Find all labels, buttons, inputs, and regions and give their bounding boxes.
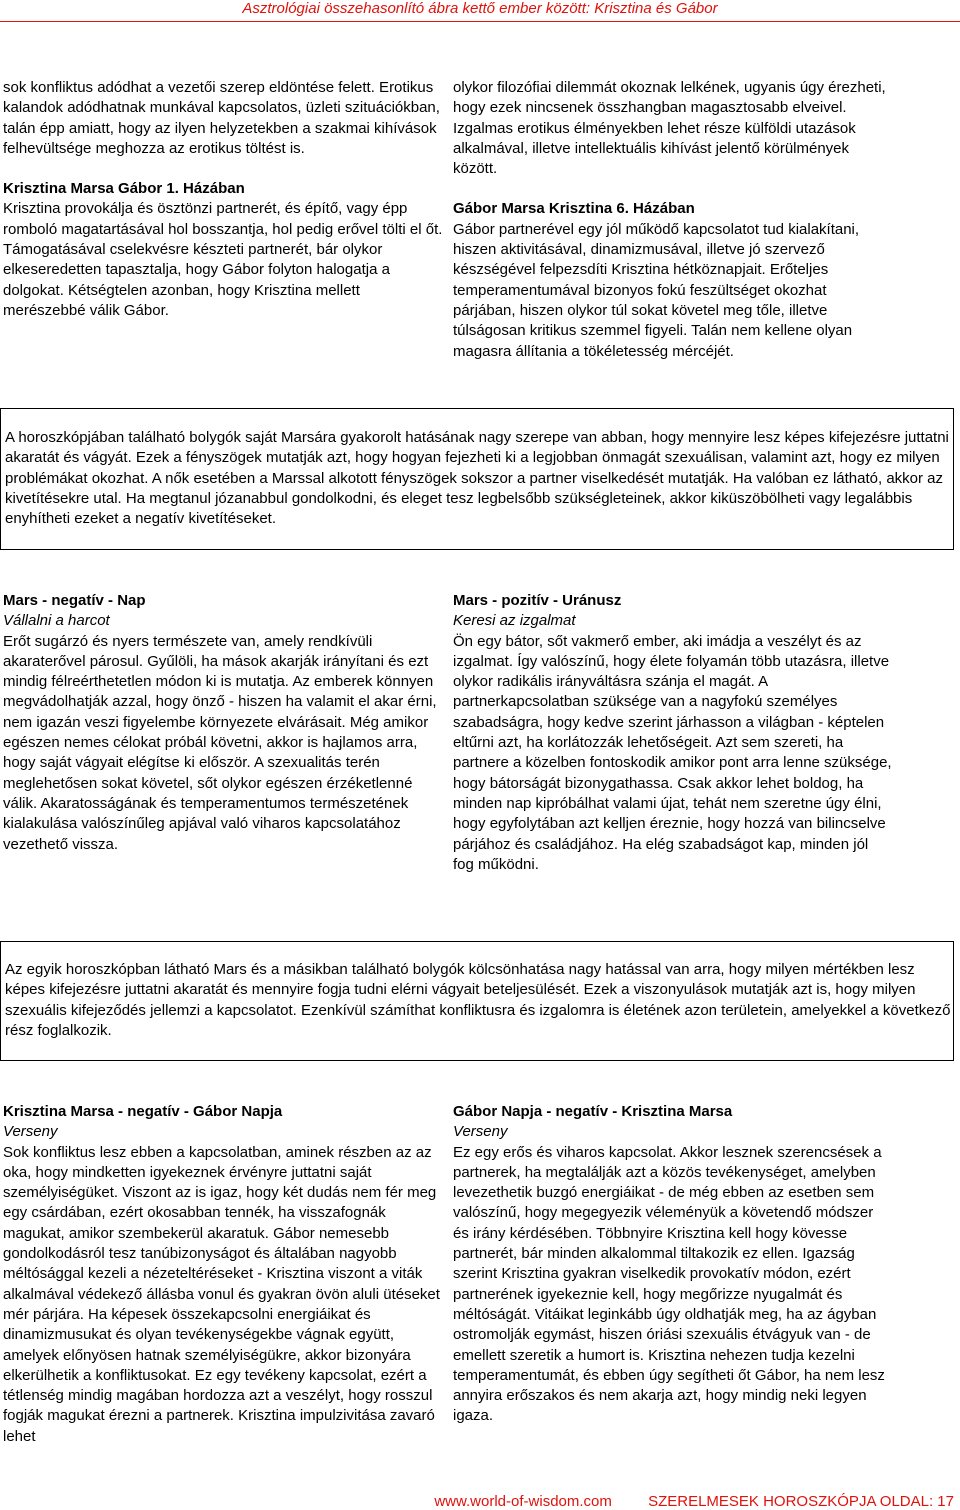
section3-right-column: [453, 1102, 893, 1427]
section3-right-title: Gábor Napja - negatív - Krisztina Marsa: [453, 1103, 733, 1120]
header-divider: [0, 21, 960, 22]
section2-left-subtitle: Vállalni a harcot: [3, 612, 110, 630]
section1-right-column: [453, 78, 893, 362]
section2-right-column: [453, 591, 893, 875]
footer-page-label: SZERELMESEK HOROSZKÓPJA OLDAL: 17: [648, 1493, 954, 1510]
section2-left-column: [3, 591, 443, 855]
info-box-2: [0, 941, 954, 1061]
header-title: Asztrológiai összehasonlító ábra kettő ember között: Krisztina és Gábor: [242, 0, 718, 17]
section2-right-subtitle: Keresi az izgalmat: [453, 612, 576, 630]
section2-right-body: Ön egy bátor, sőt vakmerő ember, aki imádja a veszélyt és az izgalmat. Így valószínű, hogy élete folyamán több utazásra, illetve olykor radikális irányváltásra szánja el magát. A partnerkapcsolatban szüksége van a nagyfokú személyes szabadságra, hogy kedve szerint járhasson a világban - képtelen eltűrni azt, ha korlátozzák lehetőségeit. Azt sem szereti, ha partnere a közelben fontoskodik amikor pont arra lenne szüksége, hogy bátorságát bizonygathassa. Csak akkor lehet boldog, ha minden nap kipróbálhat valami újat, tehát nem szeretne úgy élni, hogy egyfolytában azt kelljen éreznie, hogy hozzá van bilincselve párjához és családjához. Ha elég szabadságot kap, minden jól fog működni.: [453, 632, 892, 873]
section3-left-subtitle: Verseny: [3, 1123, 58, 1141]
page-footer: [434, 1494, 954, 1510]
section1-left-column: [3, 78, 443, 321]
section3-left-body: Sok konfliktus lesz ebben a kapcsolatban, aminek részben az az oka, hogy mindketten igyekeznek érvényre juttatni saját személyiségüket. Viszont az is igaz, hogy két dudás nem fér meg egy csárdában, ezért okosabban tennék, ha visszafognák magukat, amikor szembekerül akaratuk. Gábor nemesebb gondolkodásról tesz tanúbizonyságot és általában nagyobb méltósággal kezeli a nézeteltéréseket - Krisztina viszont a viták alkalmával védekező állásba vonul és gyakran övön aluli ütéseket mér párjára. Ha képesek összekapcsolni energiáikat és dinamizmusukat és olyan tevékenységekbe vágnak együtt, amelyek előnyösen hatnak személyiségükre, akkor bizonyára elkerülhetik a konfliktusokat. Ez egy tevékeny kapcsolat, ezért a tétlenség mindig magában hordozza azt a veszélyt, hogy rosszul fogják magukat érezni a partnerek. Krisztina impulzivitása zavaró lehet: [3, 1143, 440, 1445]
section3-left-column: [3, 1102, 443, 1447]
section1-left-intro: sok konfliktus adódhat a vezetői szerep eldöntése felett. Erotikus kalandok adódhatnak munkával kapcsolatos, üzleti szituációkban, talán épp amiatt, hogy az ilyen helyzetekben a szakmai kihívások felhevültsége meghozza az erotikus töltést is.: [3, 79, 440, 157]
info-box-2-text: Az egyik horoszkópban látható Mars és a másikban található bolygók kölcsönhatása nagy hatással van arra, hogy milyen mértékben lesz képes kifejezésre juttatni akaratát és mennyire fogja tudni elérni vágyait beteljesülését. Ezek a viszonyulások mutatják azt is, hogy milyen szexuális kifejeződés jellemzi a kapcsolatot. Ezenkívül számíthat konfliktusra és izgalomra is életének azon területein, amelyekkel a következő rész foglalkozik.: [5, 961, 951, 1039]
section3-left-title: Krisztina Marsa - negatív - Gábor Napja: [3, 1103, 283, 1120]
section2-left-body: Erőt sugárzó és nyers természete van, amely rendkívüli akaraterővel párosul. Gyűlöli, ha mások akarják irányítani és ezt mindig félreérthetetlen módon ki is mutatja. Az emberek könnyen megvádolhatják azzal, hogy önző - hiszen ha valamit el akar érni, nem igazán veszi figyelembe környezete elvárásait. Még amikor egészen nemes célokat próbál követni, akkor is hajlamos arra, hogy saját vágyait elégítse ki először. A szexualitás terén meglehetősen sokat követel, sőt olykor egészen érzéketlenné válik. Akaratosságának és temperamentumos természetének kialakulása valószínűleg apjával való viharos kapcsolatához vezethető vissza.: [3, 632, 437, 853]
section1-left-body: Krisztina provokálja és ösztönzi partnerét, és építő, vagy épp romboló magatartásával hol bosszantja, hol pedig erővel tölti el őt. Támogatásával cselekvésre készteti partnerét, bár olykor elkeseredetten tapasztalja, hogy Gábor folyton halogatja a dolgokat. Kétségtelen azonban, hogy Krisztina mellett merészebbé válik Gábor.: [3, 200, 443, 319]
page-header: [0, 0, 960, 18]
info-box-1: [0, 408, 954, 550]
section1-right-body: Gábor partnerével egy jól működő kapcsolatot tud kialakítani, hiszen aktivitásával, dinamizmusával, illetve jó szervező készségével felpezsdíti Krisztina hétköznapjait. Erőteljes temperamentumával bizonyos fokú feszültséget okozhat párjában, hiszen olykor túl sokat követel meg tőle, illetve túlságosan kritikus szemmel figyeli. Talán nem kellene olyan magasra állítania a tökéletesség mércéjét.: [453, 220, 860, 360]
info-box-1-text: A horoszkópjában található bolygók saját Marsára gyakorolt hatásának nagy szerepe van abban, hogy mennyire lesz képes kifejezésre juttatni akaratát és vágyát. Ezek a fényszögek mutatják azt, hogy hogyan fejezheti ki a legjobban önmagát szexuálisan, valamint azt, hogy ez milyen problémákat okozhat. A nők esetében a Marssal alkotott fényszögek sokszor a partner viselkedését mutatják. Ha valóban ez látható, akkor az kivetítésekre utal. Ha megtanul józanabbul gondolkodni, és eleget tesz legbelsőbb szükségleteinek, akkor kiküszöbölheti vagy legalábbis enyhítheti ezeket a negatív kivetítéseket.: [5, 429, 949, 528]
section1-left-title: Krisztina Marsa Gábor 1. Házában: [3, 180, 245, 198]
section1-right-title: Gábor Marsa Krisztina 6. Házában: [453, 200, 695, 218]
section3-right-body: Ez egy erős és viharos kapcsolat. Akkor lesznek szerencsések a partnerek, ha megtalálják azt a közös tevékenységet, amelyben levezethetik buzgó energiáikat - de még ebben az esetben sem valószínű, hogy megegyezik véleményük a követendő módszer és irány kérdésében. Többnyire Krisztina kell hogy kövesse partnerét, bár minden alkalommal tiltakozik ez ellen. Igazság szerint Krisztina gyakran viselkedik provokatív módon, ezért partnerének igyekeznie kell, hogy megőrizze nyugalmát és méltóságát. Vitáikat leginkább úgy oldhatják meg, ha az ágyban ostromolják egymást, hiszen óriási szexuális étvágyuk van - de emellett szeretik a humort is. Krisztina nehezen tudja kezelni temperamentumát, és ebben úgy segítheti őt Gábor, ha nem lesz annyira erőszakos és nem akarja azt, hogy mindig neki legyen igaza.: [453, 1143, 885, 1425]
section2-left-title: Mars - negatív - Nap: [3, 592, 146, 609]
section1-right-intro: olykor filozófiai dilemmát okoznak lelkének, ugyanis úgy érezheti, hogy ezek nincsenek összhangban magasztosabb elveivel. Izgalmas erotikus élményekben lehet része külföldi utazások alkalmával, illetve intellektuális kihívást jelentő körülmények között.: [453, 79, 886, 178]
section2-right-title: Mars - pozitív - Uránusz: [453, 592, 622, 609]
footer-site-link[interactable]: www.world-of-wisdom.com: [434, 1493, 612, 1510]
section3-right-subtitle: Verseny: [453, 1123, 508, 1141]
